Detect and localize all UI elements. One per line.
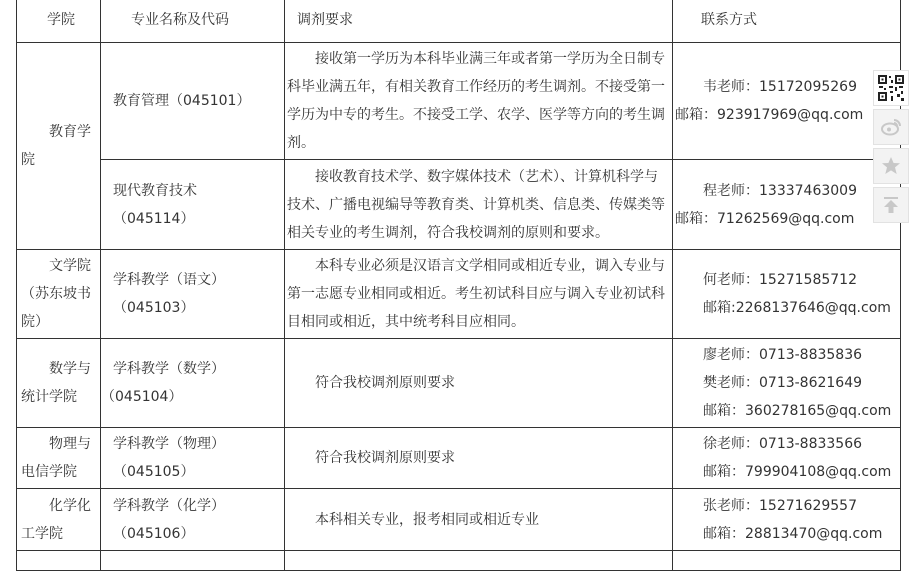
requirement-line: 目相同或相近，其中统考科目应相同。: [287, 314, 525, 330]
school-line: 院）: [21, 314, 49, 330]
qr-code-icon[interactable]: [873, 70, 909, 106]
contact-cell: [673, 489, 901, 551]
contact-line: 韦老师：15172095269: [703, 79, 857, 95]
requirement-line: 剂。: [287, 135, 315, 151]
requirement-line: 接收教育技术学、数字媒体技术（艺术）、计算机科学与: [315, 168, 658, 185]
contact-line: 程老师：13337463009: [703, 182, 857, 199]
contact-line: 邮箱：360278165@qq.com: [703, 403, 892, 419]
table-row: [17, 489, 901, 551]
school-line: 物理与: [49, 436, 91, 452]
school-cell: [17, 489, 101, 551]
header-school: 学院: [17, 0, 101, 43]
requirement-cell: [285, 250, 673, 339]
contact-line: 廖老师：0713-8835836: [703, 347, 863, 363]
requirement-line: 本科相关专业，报考相同或相近专业: [315, 511, 539, 528]
requirement-cell: [285, 489, 673, 551]
requirement-line: 学历为中专的考生。不接受工学、农学、医学等方向的考生调: [287, 107, 665, 123]
school-line: 统计学院: [21, 389, 77, 405]
floating-share-bar: [872, 70, 910, 226]
table-row: [17, 160, 901, 250]
major-name: 学科教学（数学）: [113, 361, 225, 377]
major-cell: [101, 43, 285, 160]
contact-cell: [673, 160, 901, 250]
school-cell: [17, 428, 101, 489]
major-cell: [101, 489, 285, 551]
empty-cell: [17, 551, 101, 571]
requirement-line: 第一志愿专业相同或相近。考生初试科目应与调入专业初试科: [287, 286, 665, 302]
major-name: 现代教育技术: [113, 182, 197, 199]
contact-line: 何老师：15271585712: [703, 272, 857, 288]
contact-line: 张老师：15271629557: [703, 497, 857, 514]
major-name: 学科教学（化学）: [113, 497, 225, 514]
adjustment-table: [16, 0, 901, 571]
back-to-top-icon[interactable]: [873, 187, 909, 223]
requirement-line: 科毕业满五年，有相关教育工作经历的考生调剂。不接受第一: [287, 79, 665, 95]
contact-line: 邮箱：799904108@qq.com: [703, 464, 892, 480]
major-cell: [101, 250, 285, 339]
major-cell: [101, 160, 285, 250]
table-row: [17, 428, 901, 489]
table-row: [17, 250, 901, 339]
school-line: 院: [21, 152, 35, 168]
empty-cell: [673, 551, 901, 571]
table-header-row: [17, 0, 901, 43]
school-cell: [17, 339, 101, 428]
header-major: 专业名称及代码: [101, 0, 285, 43]
empty-cell: [285, 551, 673, 571]
contact-line: 邮箱:2268137646@qq.com: [703, 300, 891, 316]
contact-line: 樊老师：0713-8621649: [703, 375, 863, 391]
requirement-line: 接收第一学历为本科毕业满三年或者第一学历为全日制专: [315, 51, 665, 67]
requirement-line: 符合我校调剂原则要求: [315, 375, 455, 391]
requirement-line: 本科专业必须是汉语言文学相同或相近专业，调入专业与: [315, 258, 665, 274]
star-icon[interactable]: [873, 148, 909, 184]
contact-line: 徐老师：0713-8833566: [703, 436, 863, 452]
contact-cell: [673, 250, 901, 339]
contact-cell: [673, 43, 901, 160]
table-row: [17, 551, 901, 571]
requirement-line: 技术、广播电视编导等教育类、计算机类、信息类、传媒类等: [287, 196, 665, 213]
school-line: （苏东坡书: [21, 286, 91, 302]
contact-cell: [673, 428, 901, 489]
major-cell: [101, 339, 285, 428]
school-line: 化学化: [49, 497, 91, 514]
empty-cell: [101, 551, 285, 571]
requirement-cell: [285, 428, 673, 489]
weibo-icon[interactable]: [873, 109, 909, 145]
header-contact: 联系方式: [673, 0, 901, 43]
school-line: 教育学: [49, 124, 91, 140]
table-row: [17, 43, 901, 160]
requirement-cell: [285, 339, 673, 428]
contact-line: 邮箱：71262569@qq.com: [675, 210, 855, 227]
major-code: （045105）: [113, 464, 195, 480]
table-row: [17, 339, 901, 428]
school-cell: [17, 43, 101, 250]
major-code: （045104）: [101, 389, 183, 405]
major-cell: [101, 428, 285, 489]
requirement-line: 相关专业的考生调剂，符合我校调剂的原则和要求。: [287, 224, 609, 241]
requirement-cell: [285, 160, 673, 250]
school-cell: [17, 250, 101, 339]
school-line: 文学院: [49, 258, 91, 274]
contact-cell: [673, 339, 901, 428]
school-line: 工学院: [21, 525, 63, 542]
requirement-cell: [285, 43, 673, 160]
school-line: 数学与: [49, 361, 91, 377]
requirement-line: 符合我校调剂原则要求: [315, 450, 455, 466]
school-line: 电信学院: [21, 464, 77, 480]
major-name: 学科教学（物理）: [113, 436, 225, 452]
major-code: （045103）: [113, 300, 195, 316]
major-name: 学科教学（语文）: [113, 272, 225, 288]
contact-line: 邮箱：28813470@qq.com: [703, 525, 883, 542]
header-requirement: 调剂要求: [285, 0, 673, 43]
major-name: 教育管理（045101）: [113, 93, 251, 109]
major-code: （045106）: [113, 525, 195, 542]
major-code: （045114）: [113, 210, 195, 227]
contact-line: 邮箱：923917969@qq.com: [675, 107, 864, 123]
